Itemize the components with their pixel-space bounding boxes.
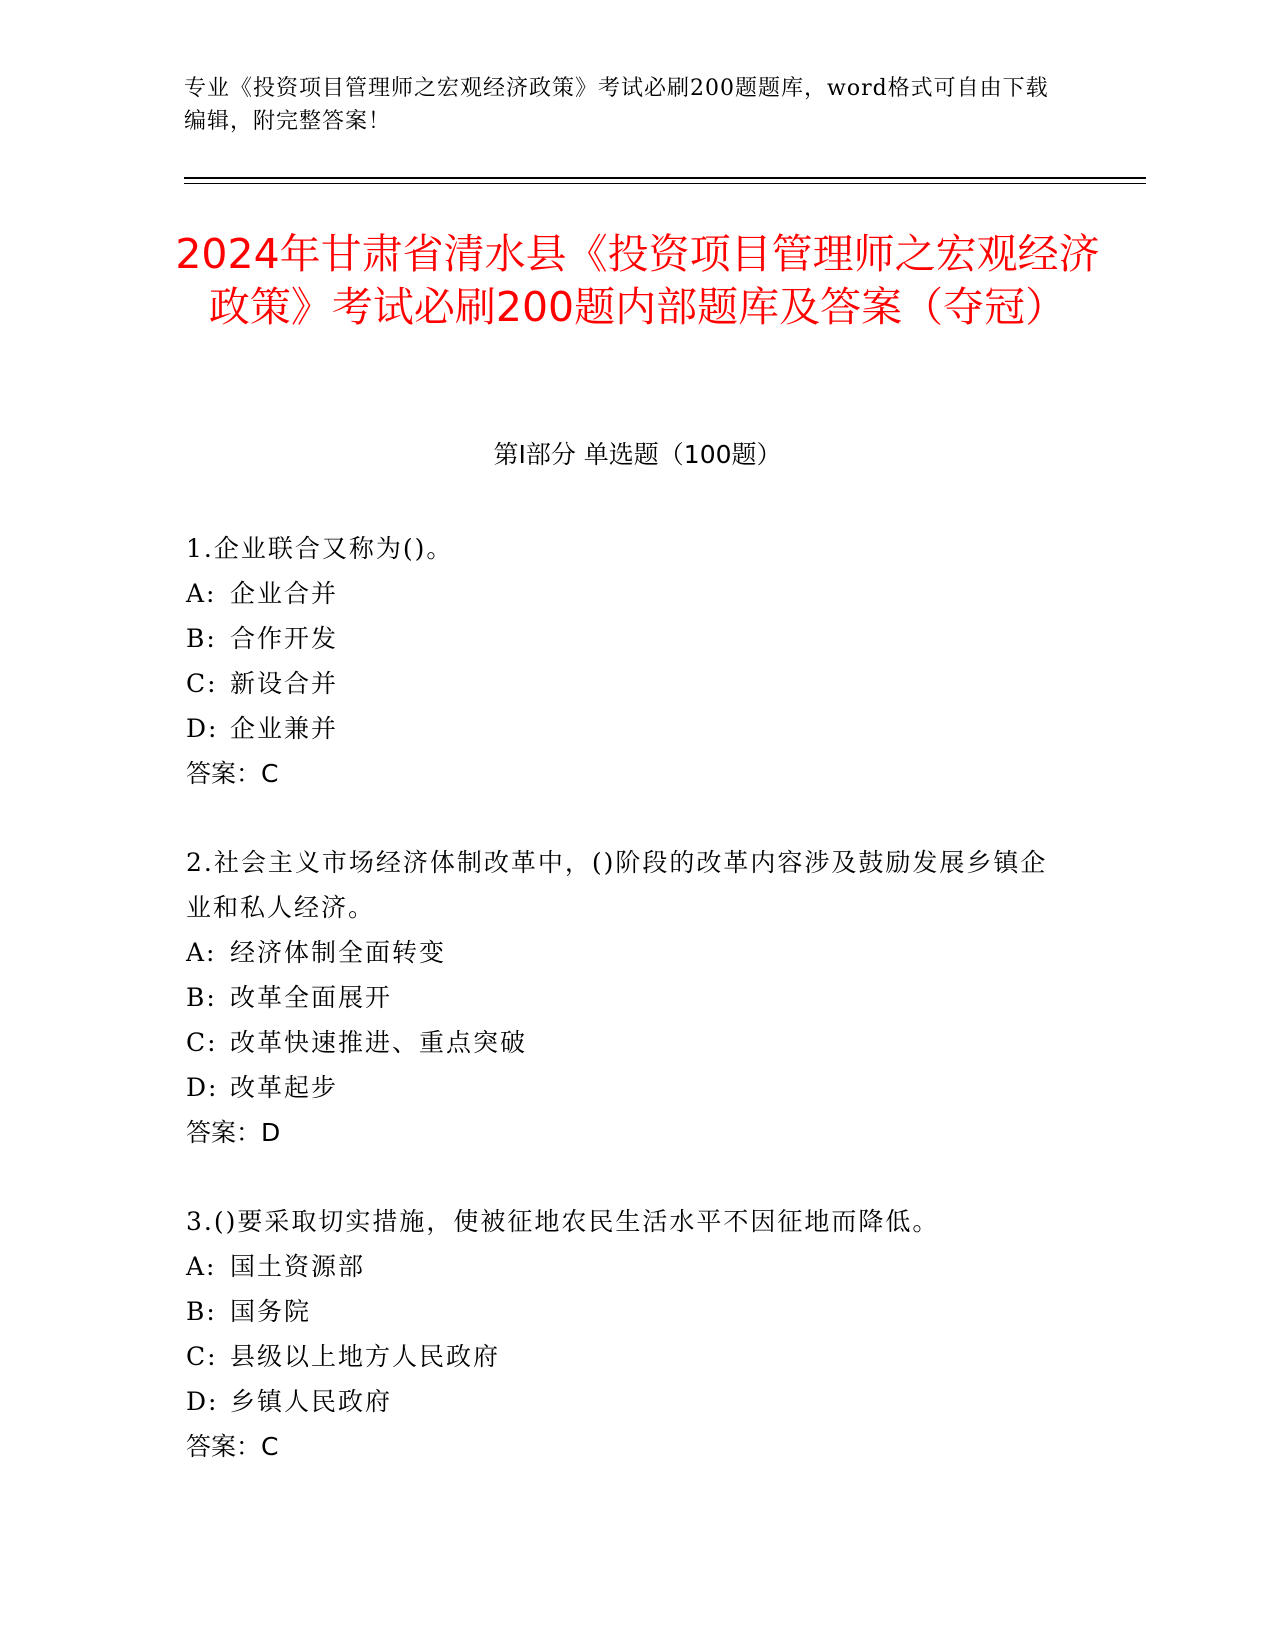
option-letter: A: [186, 579, 217, 608]
option-text: 改革起步 [230, 1073, 339, 1102]
option-b [186, 1289, 1066, 1334]
option-letter: C: [186, 669, 218, 698]
header-divider-thin [184, 183, 1146, 184]
option-text: 国务院 [230, 1297, 312, 1326]
option-text: 企业合并 [230, 579, 339, 608]
question-2 [186, 840, 1066, 1155]
question-stem: 2.社会主义市场经济体制改革中，()阶段的改革内容涉及鼓励发展乡镇企业和私人经济。 [186, 848, 1048, 922]
answer-line: 答案：C [186, 759, 279, 788]
option-letter: A: [186, 1252, 217, 1281]
option-b [186, 975, 1066, 1020]
option-text: 新设合并 [230, 669, 339, 698]
answer-line: 答案：D [186, 1118, 281, 1147]
option-text: 国土资源部 [230, 1252, 366, 1281]
question-3 [186, 1199, 1066, 1469]
option-letter: D: [186, 1387, 219, 1416]
answer-line: 答案：C [186, 1432, 279, 1461]
option-letter: C: [186, 1028, 218, 1057]
option-letter: D: [186, 714, 219, 743]
option-text: 改革快速推进、重点突破 [230, 1028, 528, 1057]
option-b [186, 616, 1066, 661]
section-title: 第I部分 单选题（100题） [493, 440, 782, 469]
option-d [186, 1065, 1066, 1110]
option-letter: B: [186, 983, 217, 1012]
question-stem: 3.()要采取切实措施，使被征地农民生活水平不因征地而降低。 [186, 1207, 940, 1236]
option-text: 乡镇人民政府 [230, 1387, 393, 1416]
option-d [186, 706, 1066, 751]
question-1 [186, 526, 1066, 796]
option-text: 改革全面展开 [230, 983, 393, 1012]
option-c [186, 1334, 1066, 1379]
question-stem: 1.企业联合又称为()。 [186, 534, 454, 563]
option-letter: C: [186, 1342, 218, 1371]
header-note: 专业《投资项目管理师之宏观经济政策》考试必刷200题题库，word格式可自由下载编辑，附完整答案！ [184, 76, 1049, 134]
option-letter: B: [186, 1297, 217, 1326]
option-a [186, 571, 1066, 616]
option-text: 合作开发 [230, 624, 339, 653]
option-c [186, 661, 1066, 706]
document-title: 2024年甘肃省清水县《投资项目管理师之宏观经济政策》考试必刷200题内部题库及答案（夺冠） [175, 230, 1100, 331]
option-c [186, 1020, 1066, 1065]
option-letter: D: [186, 1073, 219, 1102]
header-divider-thick [184, 177, 1146, 179]
option-d [186, 1379, 1066, 1424]
option-letter: A: [186, 938, 217, 967]
option-text: 县级以上地方人民政府 [230, 1342, 501, 1371]
option-text: 经济体制全面转变 [230, 938, 447, 967]
option-a [186, 930, 1066, 975]
option-text: 企业兼并 [230, 714, 339, 743]
option-letter: B: [186, 624, 217, 653]
option-a [186, 1244, 1066, 1289]
question-list [186, 526, 1066, 1513]
